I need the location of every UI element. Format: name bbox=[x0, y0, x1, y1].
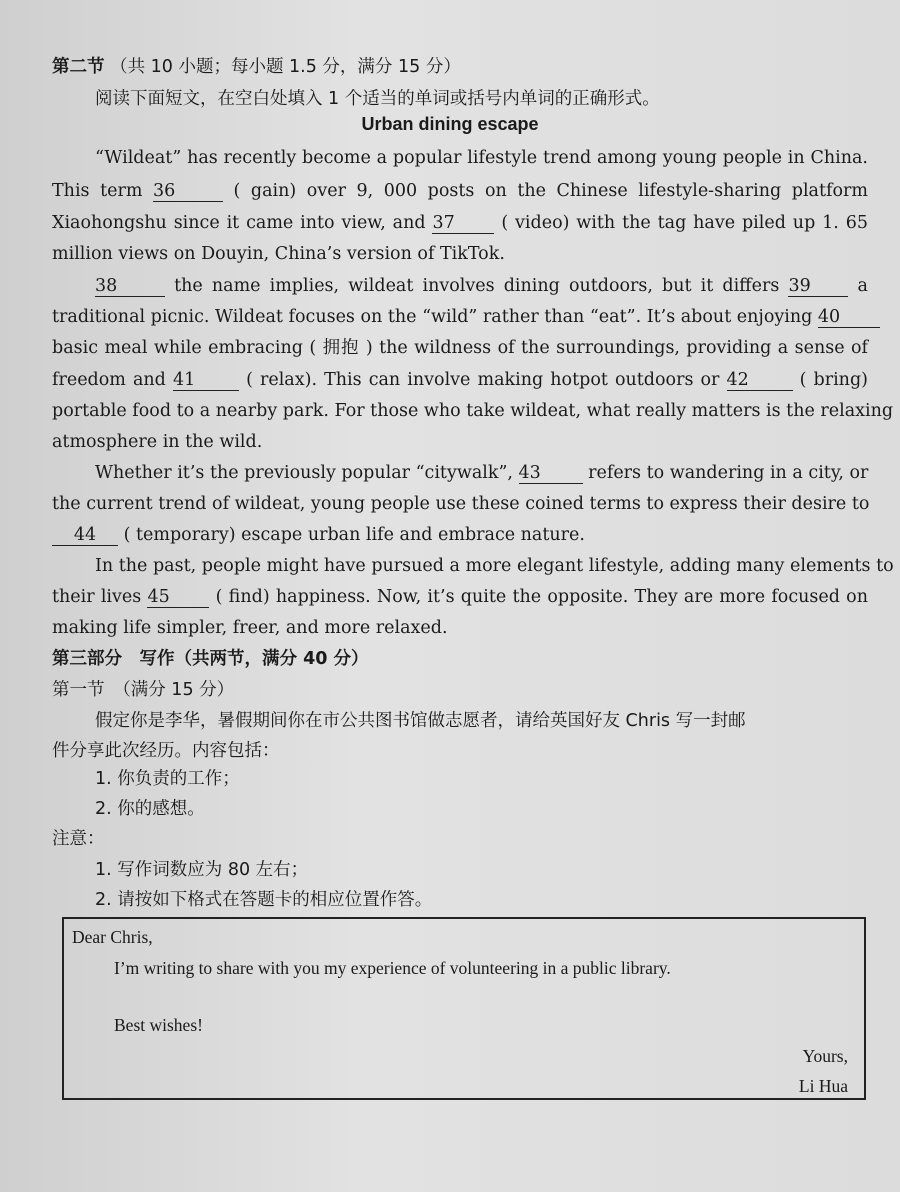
blank-37[interactable]: 37 bbox=[432, 213, 494, 234]
letter-greeting: Dear Chris, bbox=[72, 927, 153, 947]
passage-title: Urban dining escape bbox=[361, 114, 539, 134]
blank-42[interactable]: 42 bbox=[727, 370, 793, 391]
section-heading bbox=[52, 56, 868, 78]
content-point: 1. 你负责的工作； bbox=[95, 769, 240, 789]
passage-line: portable food to a nearby park. For those who take wildeat, what really matters is the relaxing bbox=[52, 401, 894, 421]
passage-line: 44 ( temporary) escape urban life and embrace nature. bbox=[52, 524, 868, 546]
passage-line: making life simpler, freer, and more relaxed. bbox=[52, 618, 448, 638]
passage-line: This term 36 ( gain) over 9, 000 posts on the Chinese lifestyle-sharing platform bbox=[52, 181, 868, 201]
section-note: （共 10 小题；每小题 1.5 分，满分 15 分） bbox=[110, 57, 461, 77]
writing-prompt: 假定你是李华，暑假期间你在市公共图书馆做志愿者，请给英国好友 Chris 写一封邮 bbox=[95, 711, 746, 731]
part3-subheading: 第一节 （满分 15 分） bbox=[52, 680, 235, 700]
note-item: 1. 写作词数应为 80 左右； bbox=[95, 860, 309, 880]
passage-line: atmosphere in the wild. bbox=[52, 432, 263, 452]
blank-41[interactable]: 41 bbox=[173, 370, 239, 391]
passage-line: Whether it’s the previously popular “citywalk”, 43 refers to wandering in a city, or bbox=[95, 463, 869, 483]
passage-line: “Wildeat” has recently become a popular lifestyle trend among young people in China. bbox=[95, 148, 868, 168]
blank-45[interactable]: 45 bbox=[147, 587, 209, 608]
notes-label: 注意： bbox=[52, 829, 105, 849]
blank-36[interactable]: 36 bbox=[153, 181, 223, 202]
blank-43[interactable]: 43 bbox=[519, 463, 583, 484]
passage-line: freedom and 41 ( relax). This can involve making hotpot outdoors or 42 ( bring) bbox=[52, 370, 868, 390]
passage-line: In the past, people might have pursued a more elegant lifestyle, adding many elements to bbox=[95, 556, 894, 576]
blank-39[interactable]: 39 bbox=[788, 276, 848, 297]
writing-prompt: 件分享此次经历。内容包括： bbox=[52, 741, 280, 761]
passage-line: basic meal while embracing ( 拥抱 ) the wildness of the surroundings, providing a sense of bbox=[52, 338, 868, 358]
part3-heading: 第三部分 写作（共两节，满分 40 分） bbox=[52, 649, 369, 669]
content-point: 2. 你的感想。 bbox=[95, 799, 205, 819]
passage-line: traditional picnic. Wildeat focuses on the “wild” rather than “eat”. It’s about enjoying 40 bbox=[52, 306, 868, 328]
passage-line: the current trend of wildeat, young people use these coined terms to express their desire to bbox=[52, 494, 870, 514]
section-instruction: 阅读下面短文，在空白处填入 1 个适当的单词或括号内单词的正确形式。 bbox=[95, 89, 660, 109]
passage-line: their lives 45 ( find) happiness. Now, it’s quite the opposite. They are more focused on bbox=[52, 587, 868, 607]
blank-40[interactable]: 40 bbox=[818, 307, 880, 328]
blank-38[interactable]: 38 bbox=[95, 276, 165, 297]
passage-line: 38 the name implies, wildeat involves dining outdoors, but it differs 39 a bbox=[95, 276, 868, 296]
letter-sign-off: Yours, bbox=[802, 1046, 848, 1066]
letter-closing: Best wishes! bbox=[114, 1015, 203, 1035]
letter-opening: I’m writing to share with you my experience of volunteering in a public library. bbox=[114, 958, 671, 978]
blank-44[interactable]: 44 bbox=[52, 525, 118, 546]
letter-template-box bbox=[62, 917, 866, 1100]
letter-signature: Li Hua bbox=[798, 1076, 848, 1096]
passage-line: Xiaohongshu since it came into view, and 37 ( video) with the tag have piled up 1. 65 bbox=[52, 213, 868, 233]
section-number: 第二节 bbox=[52, 57, 105, 77]
note-item: 2. 请按如下格式在答题卡的相应位置作答。 bbox=[95, 890, 433, 910]
passage-line: million views on Douyin, China’s version of TikTok. bbox=[52, 244, 505, 264]
